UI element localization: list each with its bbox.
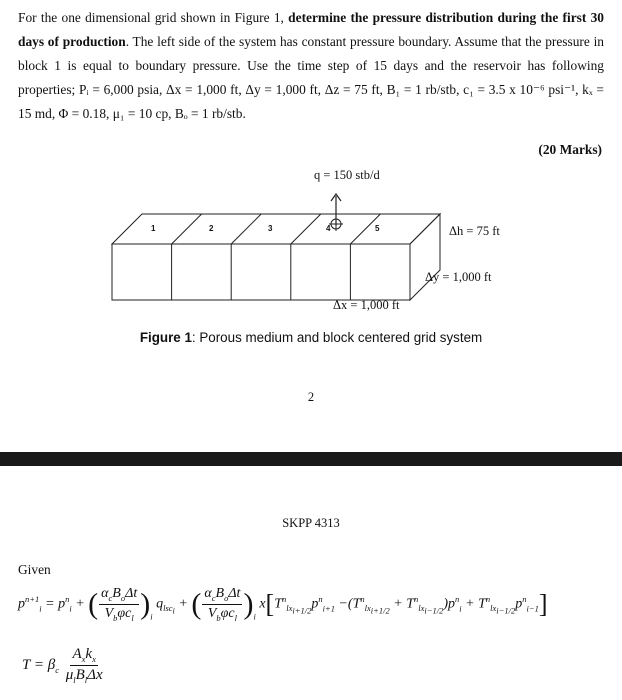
grid-top-face: [112, 214, 440, 244]
marks-label: (20 Marks): [538, 142, 602, 157]
eq-p-lhs: p: [18, 596, 25, 612]
exam-page-bottom: [0, 466, 622, 700]
block-label-1: 1: [151, 224, 156, 233]
block-label-4: 4: [326, 224, 331, 233]
grid-divider: [172, 214, 202, 244]
block-label-3: 3: [268, 224, 273, 233]
figure-caption-title: Figure 1: [139, 330, 192, 345]
problem-intro: For the one dimensional grid shown in Figure 1,: [18, 10, 289, 25]
problem-properties: . The left side of the system has constant pressure boundary. Assume that the pressure in block 1 is equal to boundary pressure. Use the time step of 15 days and the reservoir has following properties; Pᵢ = 6,000 psia, Δx = 1,000 ft, Δy = 1,000 ft, Δz = 75 ft, B₁ = 1 rb/stb, c₁ = 3.5 x 10⁻⁶ psi⁻¹, kₓ = 15 md, Φ = 0.18, μ₁ = 10 cp, Bₒ = 1 rb/stb.: [18, 34, 604, 121]
page-separator: [0, 452, 622, 466]
grid-right-face: [410, 214, 440, 300]
transmissibility-equation: $T = \beta_c$ $\frac{A_xk_x}{\mu_lB_l\Delta x}$: [22, 646, 103, 685]
dy-label: Δy = 1,000 ft: [425, 270, 492, 284]
course-code: SKPP 4313: [282, 516, 340, 530]
eq-p-rhs: = p: [45, 596, 66, 612]
problem-statement: [18, 6, 604, 126]
block-label-2: 2: [209, 224, 214, 233]
figure-caption: [0, 330, 622, 345]
figure-caption-text: : Porous medium and block centered grid system: [191, 330, 483, 345]
given-heading: Given: [18, 562, 51, 577]
page-number: 2: [307, 390, 315, 404]
rate-label: q = 150 stb/d: [314, 168, 380, 182]
grid-front-face: [112, 244, 410, 300]
dh-label: Δh = 75 ft: [449, 224, 500, 238]
block-label-5: 5: [375, 224, 380, 233]
dx-label: Δx = 1,000 ft: [333, 298, 400, 312]
problem-task: determine the pressure distribution during the first 30 days of production: [18, 10, 604, 49]
pressure-equation: $p^{n+1}_i = p^n_i$ + ( $\frac{\alpha_cB_o\Delta t}{V_b\varphi c_l}$ )$_i$ $q_{lsc_i}$ + ( $\frac{\alpha_cB_o\Delta t}{V_b\varphi c_l}$ )$_i$ $x[T^n_{lx_{i+1/2}}p^n_{i+1} -(T^n_{lx_{i+1/2}} + T^n_{lx_{i-1/2}})p^n_i + T^n_{lx_{i-1/2}}p^n_{i-1}]$: [18, 586, 548, 623]
grid-divider: [231, 214, 261, 244]
grid-divider: [291, 214, 321, 244]
